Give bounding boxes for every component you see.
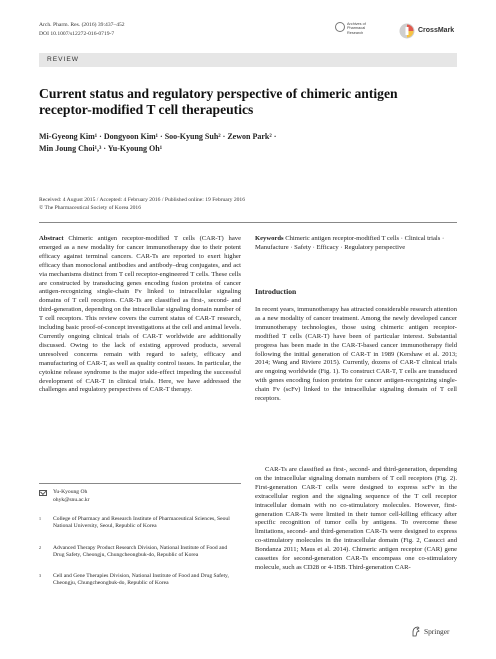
keywords-label: Keywords: [255, 235, 284, 242]
abstract: [39, 235, 241, 395]
introduction-heading: Introduction: [255, 287, 297, 296]
affiliation-text: Cell and Gene Therapies Division, National Institute of Food and Drug Safety, Cheongju, Chungcheongbuk-do, Republic of Korea: [53, 573, 229, 587]
affiliation-number: 1: [39, 516, 41, 521]
affiliation-divider: [39, 483, 241, 484]
section-label: REVIEW: [47, 56, 80, 63]
logo-text-line-2: Pharmacal: [347, 26, 366, 31]
dates-line: Received: 4 August 2015 / Accepted: 4 February 2016 / Published online: 19 February 2016: [39, 197, 246, 203]
abstract-text: Chimeric antigen receptor-modified T cells (CAR-T) have emerged as a new modality for cancer immunotherapy due to their potent efficacy against terminal cancers. CAR-Ts are reported to exert higher efficacy than monoclonal antibodies and antibody–drug conjugates, and act via mechanisms distinct from T cell receptor-engineered T cells. These cells are constructed by transducing genes encoding fusion proteins of cancer antigen-recognizing single-chain Fv linked to intracellular signaling domains of T cell receptors. CAR-Ts are classified as first-, second- and third-generation, depending on the intracellular signaling domain number of T cell receptors. This review covers the current status of CAR-T research, including basic proof-of-concept investigations at the cell and animal levels. Currently ongoing clinical trials of CAR-T worldwide are additionally discussed. Owing to the lack of existing approved products, several unresolved concerns remain with regard to safety, efficacy and manufacturing of CAR-T, as well as quality control issues. In particular, the cytokine release syndrome is the major side-effect impeding the successful development of CAR-T in clinical trials. Here, we have addressed the challenges and regulatory perspectives of CAR-T therapy.: [39, 235, 241, 394]
keywords-text: Chimeric antigen receptor-modified T cells · Clinical trials · Manufacture · Safety · Efficacy · Regulatory perspective: [255, 235, 445, 251]
abstract-label: Abstract: [39, 235, 64, 242]
introduction-paragraph-1: In recent years, immunotherapy has attracted considerable research attention as a new modality of cancer treatment. Among the newly developed cancer immunotherapy technologies, those using chimeric antigen receptor-modified T cells (CAR-T) have been of particular interest. Substantial progress has been made in the CAR-T-based cancer immunotherapy field following the initial generation of CAR-T in 1989 (Kershaw et al. 2013; 2014; Wang and Riviere 2015). Currently, dozens of CAR-T clinical trials are ongoing worldwide (Fig. 1). To construct CAR-T, T cells are transduced with genes encoding fusion proteins for cancer antigen-recognizing single-chain Fv (scFv) linked to the intracellular signaling domain of T cell receptors.: [255, 306, 457, 403]
corresponding-email[interactable]: ohyk@snu.ac.kr: [53, 497, 90, 503]
keywords: [255, 235, 457, 253]
crossmark-label: CrossMark: [418, 27, 455, 34]
affiliation-number: 2: [39, 545, 41, 550]
journal-citation: Arch. Pharm. Res. (2016) 39:437–452: [39, 22, 125, 28]
author-list: [39, 131, 359, 155]
logo-text-line-1: Archives of: [347, 22, 366, 26]
section-bar: [39, 53, 457, 67]
author-line-2: Min Joung Choi¹,³ · Yu-Kyoung Oh¹: [39, 144, 163, 153]
article-title: Current status and regulatory perspective of chimeric antigen receptor-modified T cell therapeutics: [39, 86, 398, 117]
archives-logo-mark: [335, 22, 345, 32]
affiliation-number: 3: [39, 573, 41, 578]
affiliation-text: Advanced Therapy Product Research Division, National Institute of Food and Drug Safety, Cheongju, Chungcheongbuk-do, Republic of Korea: [53, 545, 228, 559]
introduction-paragraph-2: CAR-Ts are classified as first-, second- and third-generation, depending on the intracellular signaling domain numbers of T cell receptors (Fig. 2). First-generation CAR-T cells were designed to express scFv in the extracellular region and the signaling sequence of the T cell receptor intracellular domain with no co-stimulatory molecules. However, first-generation CAR-Ts were limited in their tumor cell-killing efficacy after specific recognition of tumor cells by antigens. To overcome these limitations, second- and third-generation CAR-Ts were designed to express co-stimulatory molecules in the intracellular domain (Fig. 2, Casucci and Bondanza 2011; Maus et al. 2014). Chimeric antigen receptor (CAR) gene cassettes for second-generation CAR-Ts encompass one co-stimulatory molecule, such as CD28 or 4-1BB. Third-generation CAR-: [255, 466, 457, 571]
publication-dates: [39, 197, 439, 212]
archives-logo-text: [347, 22, 366, 35]
crossmark-icon: [399, 23, 415, 39]
email-icon: [39, 490, 47, 496]
corresponding-author: Yu-Kyoung Oh: [53, 489, 88, 495]
affiliation-text: College of Pharmacy and Research Institute of Pharmaceutical Sciences, Seoul National University, Seoul, Republic of Korea: [53, 516, 230, 530]
doi[interactable]: DOI 10.1007/s12272-016-0719-7: [39, 31, 115, 37]
logo-text-line-3: Research: [347, 30, 364, 35]
author-line-1: Mi-Gyeong Kim¹ · Dongyoon Kim¹ · Soo-Kyung Suh² · Zewon Park² ·: [39, 132, 277, 141]
copyright-line: © The Pharmaceutical Society of Korea 2016: [39, 204, 142, 211]
springer-horse-icon: [411, 626, 421, 637]
header-divider: [39, 222, 457, 223]
archives-logo-icon[interactable]: [335, 22, 379, 44]
springer-label: Springer: [424, 627, 450, 636]
